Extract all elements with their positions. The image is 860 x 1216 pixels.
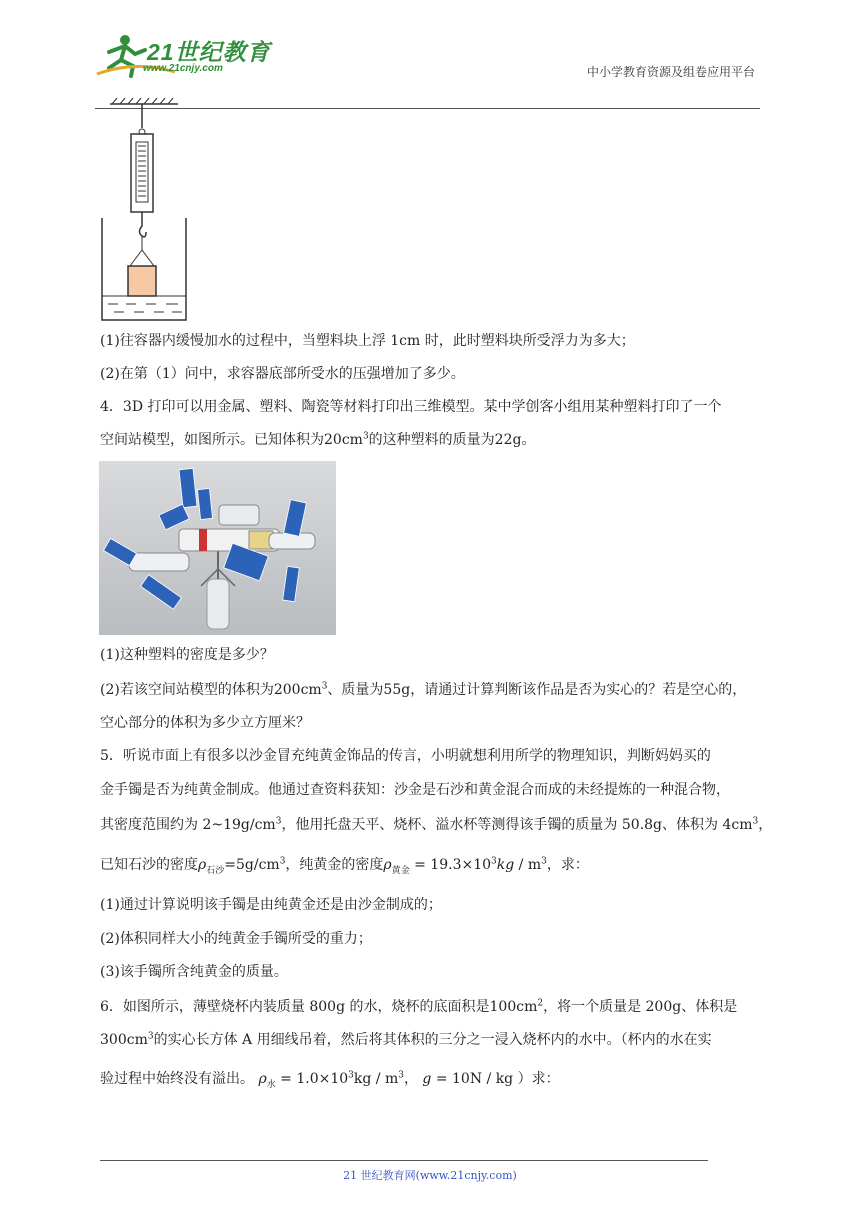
q3-sub1: (1)往容器内缓慢加水的过程中，当塑料块上浮 1cm 时，此时塑料块所受浮力为多大； — [100, 333, 635, 349]
q4-line2: 空间站模型，如图所示。已知体积为$20cm^3$的这种塑料的质量为22g。 — [100, 431, 536, 448]
header-divider — [95, 108, 760, 109]
q4-sub1: (1)这种塑料的密度是多少？ — [100, 647, 274, 663]
q3-sub2: (2)在第（1）问中，求容器底部所受水的压强增加了多少。 — [100, 366, 465, 382]
q6-line2: $300cm^3$的实心长方体 A 用细线吊着，然后将其体积的三分之一浸入烧杯内的水中。（杯内的水在实 — [100, 1031, 712, 1048]
space-station-photo — [99, 461, 336, 635]
q5-line2: 金手镯是否为纯黄金制成。他通过查资料获知：沙金是石沙和黄金混合而成的未经提炼的一种混合物， — [100, 782, 730, 798]
spring-scale-figure — [100, 98, 188, 323]
q5-line4: 已知石沙的密度$\rho_{石沙}=5g/cm^3$，纯黄金的密度$\rho_{黄金} = 19.3\times 10^3kg / m^3$，求： — [100, 856, 589, 876]
page-header — [95, 30, 760, 80]
q5-sub1: (1)通过计算说明该手镯是由纯黄金还是由沙金制成的； — [100, 897, 442, 913]
q6-line3: 验过程中始终没有溢出。 $\rho_水 = 1.0\times 10^3kg / m^3$， g = 10N / kg ）求： — [100, 1070, 560, 1090]
q4-sub2-cont: 空心部分的体积为多少立方厘米？ — [100, 715, 310, 731]
q4-line1: 4．3D 打印可以用金属、塑料、陶瓷等材料打印出三维模型。某中学创客小组用某种塑料打印了一个 — [100, 399, 722, 415]
platform-title: 中小学教育资源及组卷应用平台 — [586, 65, 755, 79]
q6-line1: 6．如图所示，薄壁烧杯内装质量 800g 的水，烧杯的底面积是$100cm^2$，将一个质量是 200g、体积是 — [100, 998, 738, 1015]
footer-divider — [100, 1160, 708, 1161]
q5-line1: 5．听说市面上有很多以沙金冒充纯黄金饰品的传言，小明就想利用所学的物理知识，判断妈妈买的 — [100, 748, 711, 764]
logo-url: www.21cnjy.com — [143, 63, 223, 74]
q5-line3: 其密度范围约为 $2\sim 19g/cm^3$，他用托盘天平、烧杯、溢水杯等测得该手镯的质量为 50.8g、体积为 $4cm^3$， — [100, 816, 773, 833]
q5-sub3: (3)该手镯所含纯黄金的质量。 — [100, 964, 288, 980]
q4-sub2: (2)若该空间站模型的体积为$200cm^3$、质量为55g，请通过计算判断该作品是否为实心的？若是空心的， — [100, 681, 747, 698]
logo-text: 21世纪教育 — [147, 39, 271, 65]
footer-link[interactable]: 21 世纪教育网(www.21cnjy.com) — [343, 1169, 517, 1182]
q5-sub2: (2)体积同样大小的纯黄金手镯所受的重力； — [100, 931, 372, 947]
